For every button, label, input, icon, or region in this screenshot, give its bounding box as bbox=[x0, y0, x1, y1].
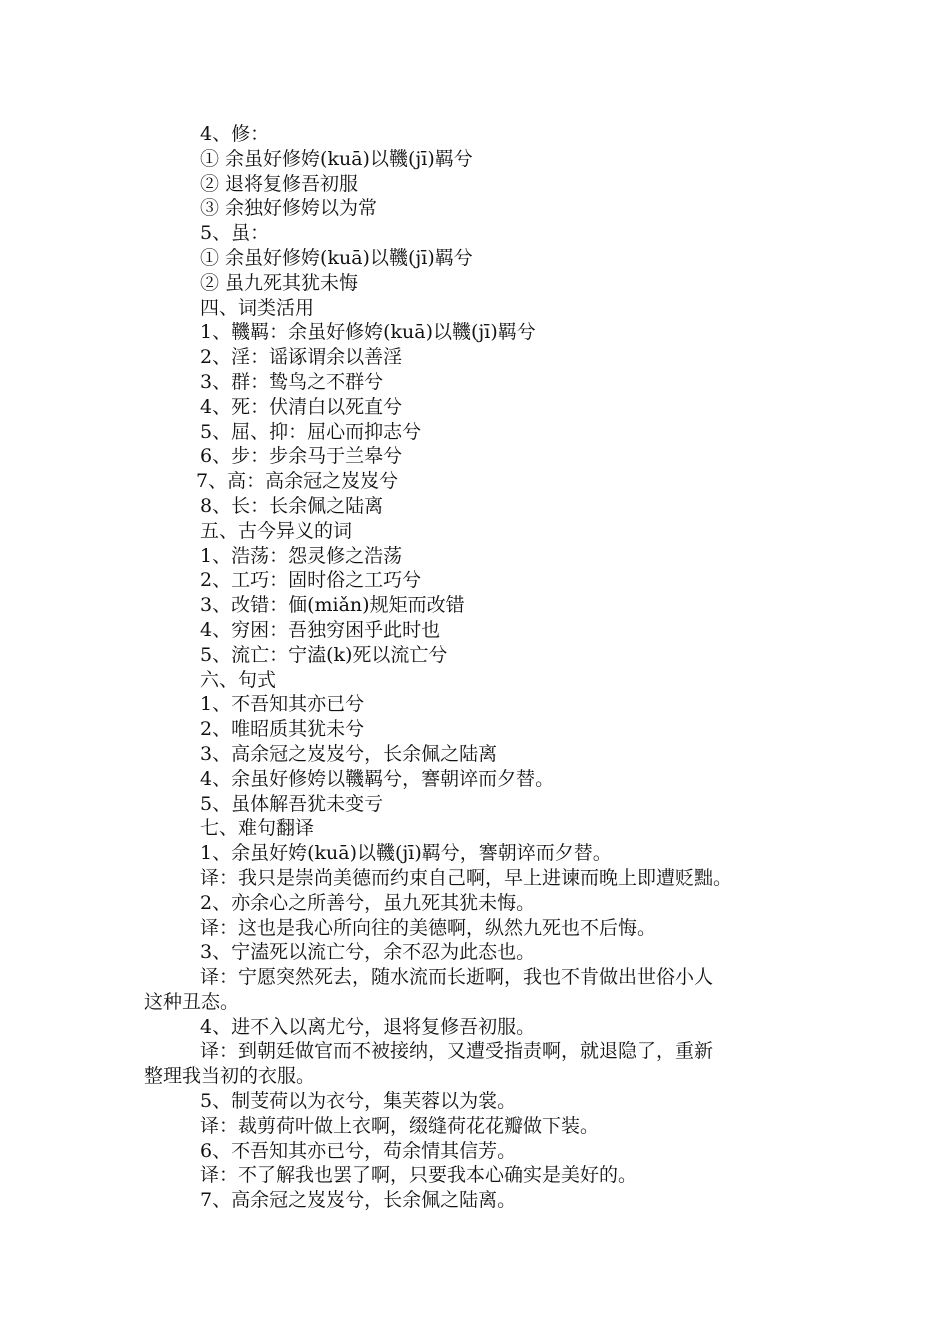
text-line: 3、宁溘死以流亡兮，余不忍为此态也。 bbox=[200, 941, 536, 964]
text-line: 四、词类活用 bbox=[200, 296, 315, 319]
text-line: 3、高余冠之岌岌兮，长余佩之陆离 bbox=[200, 742, 498, 765]
text-line: 7、高余冠之岌岌兮，长余佩之陆离。 bbox=[200, 1189, 517, 1212]
text-line: 4、穷困：吾独穷困乎此时也 bbox=[200, 618, 441, 641]
document-text-lines bbox=[144, 122, 824, 1213]
text-line: 3、群：鸷鸟之不群兮 bbox=[200, 370, 384, 393]
text-line: 1、余虽好姱(kuā)以鞿(jī)羁兮，謇朝谇而夕替。 bbox=[200, 842, 612, 865]
text-line: 4、死：伏清白以死直兮 bbox=[200, 395, 403, 418]
text-line: 5、虽： bbox=[200, 222, 270, 245]
text-line: 5、屈、抑：屈心而抑志兮 bbox=[200, 420, 422, 443]
text-line: 这种丑态。 bbox=[144, 990, 240, 1013]
text-line: 七、难句翻译 bbox=[200, 817, 315, 840]
text-line: 六、句式 bbox=[200, 668, 277, 691]
text-line: 译：这也是我心所向往的美德啊，纵然九死也不后悔。 bbox=[200, 916, 657, 939]
text-line: 5、虽体解吾犹未变亏 bbox=[200, 792, 384, 815]
text-line: 2、唯昭质其犹未兮 bbox=[200, 718, 365, 741]
text-line: 1、不吾知其亦已兮 bbox=[200, 693, 365, 716]
text-line: ① 余虽好修姱(kuā)以鞿(jī)羁兮 bbox=[200, 246, 473, 269]
text-line: ③ 余独好修姱以为常 bbox=[200, 197, 378, 220]
text-line: 译：我只是崇尚美德而约束自己啊，早上进谏而晚上即遭贬黜。 bbox=[200, 866, 733, 889]
text-line: 4、余虽好修姱以鞿羁兮，謇朝谇而夕替。 bbox=[200, 767, 555, 790]
text-line: 2、亦余心之所善兮，虽九死其犹未悔。 bbox=[200, 891, 536, 914]
text-line: 五、古今异义的词 bbox=[200, 519, 353, 542]
text-line: 译：裁剪荷叶做上衣啊，缀缝荷花花瓣做下装。 bbox=[200, 1114, 600, 1137]
text-line: 译：不了解我也罢了啊，只要我本心确实是美好的。 bbox=[200, 1164, 638, 1187]
text-line: 译：宁愿突然死去，随水流而长逝啊，我也不肯做出世俗小人 bbox=[200, 966, 714, 989]
text-line: 2、工巧：固时俗之工巧兮 bbox=[200, 569, 422, 592]
text-line: 2、淫：谣诼谓余以善淫 bbox=[200, 346, 403, 369]
text-line: 1、鞿羁：余虽好修姱(kuā)以鞿(jī)羁兮 bbox=[200, 321, 536, 344]
text-line: 5、流亡：宁溘(k)死以流亡兮 bbox=[200, 643, 448, 666]
text-line: 整理我当初的衣服。 bbox=[144, 1065, 316, 1088]
text-line: 6、步：步余马于兰皋兮 bbox=[200, 445, 403, 468]
text-line: 5、制芰荷以为衣兮，集芙蓉以为裳。 bbox=[200, 1090, 517, 1113]
text-line: ② 退将复修吾初服 bbox=[200, 172, 359, 195]
text-line: 1、浩荡：怨灵修之浩荡 bbox=[200, 544, 403, 567]
text-line: 7、高：高余冠之岌岌兮 bbox=[196, 470, 399, 493]
text-line: 4、进不入以离尤兮，退将复修吾初服。 bbox=[200, 1015, 536, 1038]
text-line: 译：到朝廷做官而不被接纳，又遭受指责啊，就退隐了，重新 bbox=[200, 1040, 714, 1063]
text-line: ② 虽九死其犹未悔 bbox=[200, 271, 359, 294]
text-line: 6、不吾知其亦已兮，苟余情其信芳。 bbox=[200, 1139, 517, 1162]
text-line: ① 余虽好修姱(kuā)以鞿(jī)羁兮 bbox=[200, 147, 473, 170]
text-line: 3、改错：偭(miǎn)规矩而改错 bbox=[200, 594, 465, 617]
text-line: 4、修： bbox=[200, 123, 270, 145]
text-line: 8、长：长余佩之陆离 bbox=[200, 494, 384, 517]
